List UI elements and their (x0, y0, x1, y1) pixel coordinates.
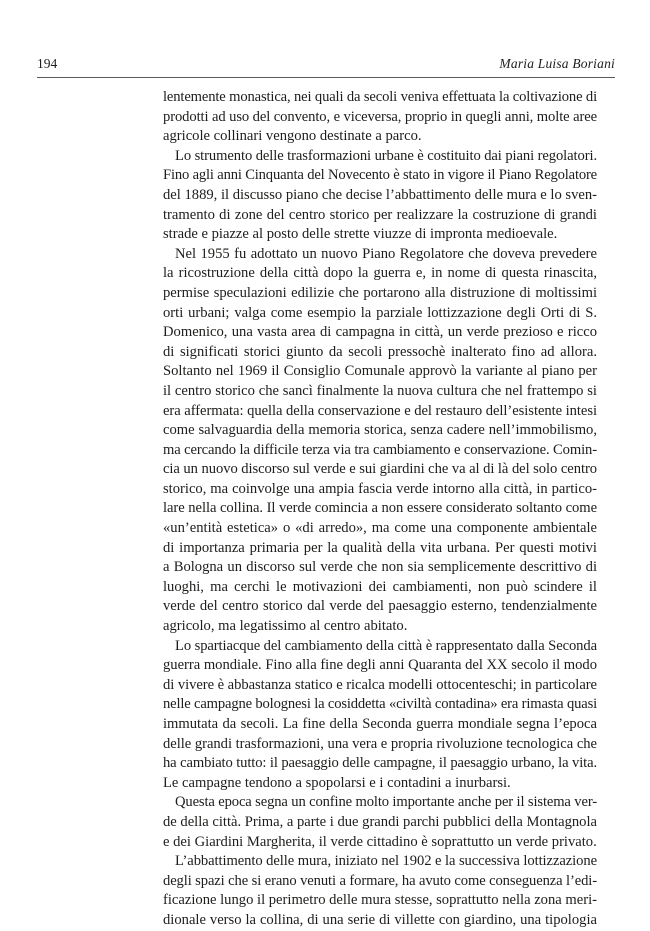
paragraph (163, 147, 597, 245)
text-line: «un’entità estetica» o «di arredo», ma come una componente ambientale (163, 520, 597, 537)
text-line: ha cambiato tutto: il paesaggio delle campagne, il paesaggio urbano, la vita. (163, 755, 597, 772)
text-line: Questa epoca segna un confine molto importante anche per il sistema ver- (175, 794, 597, 811)
paragraph (163, 852, 597, 930)
paragraph (163, 793, 597, 852)
text-line: strade e piazze al posto delle strette viuzze di impronta medioevale. (163, 226, 558, 243)
text-line: Nel 1955 fu adottato un nuovo Piano Regolatore che doveva prevedere (175, 245, 597, 262)
text-line: ma cercando la difficile terza via tra cambiamento e conservazione. Comin- (163, 441, 597, 458)
text-line: Lo spartiacque del cambiamento della città è rappresentato dalla Seconda (175, 637, 597, 654)
text-line: di importanza primaria per la qualità della vita urbana. Per questi motivi (163, 539, 597, 556)
text-line: L’abbattimento delle mura, iniziato nel 1902 e la successiva lottizzazione (175, 853, 597, 870)
paragraph (163, 637, 597, 794)
text-line: immutata da secoli. La fine della Seconda guerra mondiale segna l’epoca (163, 716, 597, 732)
text-line: il centro storico che sancì finalmente la nuova cultura che nel frattempo si (163, 382, 597, 399)
text-line: Domenico, una vasta area di campagna in città, un verde prezioso e ricco (163, 324, 597, 341)
text-line: degli spazi che si erano venuti a formare, ha avuto come conseguenza l’edi- (163, 872, 597, 889)
text-line: lentemente monastica, nei quali da secoli veniva effettuata la coltivazione di (163, 89, 597, 105)
text-line: agricolo, ma legatissimo al centro abitato. (163, 618, 408, 635)
text-line: di vivere è abbastanza statico e ricalca modelli ottocenteschi; in particolare (163, 676, 597, 693)
text-line: Fino agli anni Cinquanta del Novecento è stato in vigore il Piano Regolatore (163, 167, 597, 184)
text-line: come salvaguardia della memoria storica, senza cadere nell’immobilismo, (163, 422, 597, 439)
text-line: la ricostruzione della città dopo la guerra e, in nome di questa rinascita, (163, 265, 597, 282)
text-line: permise speculazioni edilizie che portarono alla distruzione di moltissimi (163, 284, 597, 301)
text-line: del 1889, il discusso piano che decise l’abbattimento delle mura e lo sven- (163, 186, 597, 203)
text-line: ficazione lungo il perimetro delle mura stesse, soprattutto nella zona meri- (163, 892, 597, 909)
text-line: agricole collinari vengono destinate a parco. (163, 128, 422, 145)
text-line: di significati storici giunto da secoli pressochè inalterato fino ad allora. (163, 343, 597, 360)
text-line: Le campagne tendono a spopolarsi e i contadini a inurbarsi. (163, 774, 511, 791)
text-line: orti urbani; valga come esempio la parziale lottizzazione degli Orti di S. (163, 304, 597, 321)
text-line: verde del centro storico dal verde del paesaggio esterno, tendenzialmente (163, 598, 597, 615)
text-line: cia un nuovo discorso sul verde e sui giardini che va al di là del solo centro (163, 461, 597, 478)
text-line: delle grandi trasformazioni, una vera e propria rivoluzione tecnologica che (163, 735, 597, 752)
text-line: era affermata: quella della conservazione e del restauro dell’esistente intesi (163, 402, 597, 419)
running-head (37, 56, 615, 76)
text-line: Soltanto nel 1969 il Consiglio Comunale approvò la variante al piano per (163, 363, 597, 380)
text-line: storico, ma coinvolge una ampia fascia verde intorno alla città, in partico- (163, 480, 597, 497)
text-line: a Bologna un discorso sul verde che non sia semplicemente descrittivo di (163, 559, 597, 576)
body-text (163, 88, 597, 931)
page-number: 194 (37, 56, 58, 71)
running-title-author: Maria Luisa Boriani (499, 56, 615, 71)
text-line: e dei Giardini Margherita, il verde cittadino è soprattutto un verde privato. (163, 833, 597, 850)
text-line: prodotti ad uso del convento, e viceversa, proprio in quegli anni, molte aree (163, 108, 597, 125)
text-line: de della città. Prima, a parte i due grandi parchi pubblici della Montagnola (163, 813, 597, 830)
paragraph (163, 88, 597, 147)
paragraph (163, 245, 597, 637)
header-rule (37, 77, 615, 78)
text-line: guerra mondiale. Fino alla fine degli anni Quaranta del XX secolo il modo (163, 657, 597, 674)
text-line: nelle campagne bolognesi la cosiddetta «civiltà contadina» era rimasta quasi (163, 696, 597, 713)
text-line: dionale verso la collina, di una serie di villette con giardino, una tipologia (163, 911, 597, 928)
text-line: Lo strumento delle trasformazioni urbane è costituito dai piani regolatori. (175, 147, 597, 164)
text-line: tramento di zone del centro storico per realizzare la costruzione di grandi (163, 206, 597, 223)
text-line: lare nella collina. Il verde comincia a non essere considerato soltanto come (163, 500, 597, 517)
text-line: luoghi, ma cerchi le motivazioni dei cambiamenti, non può scindere il (163, 578, 597, 595)
